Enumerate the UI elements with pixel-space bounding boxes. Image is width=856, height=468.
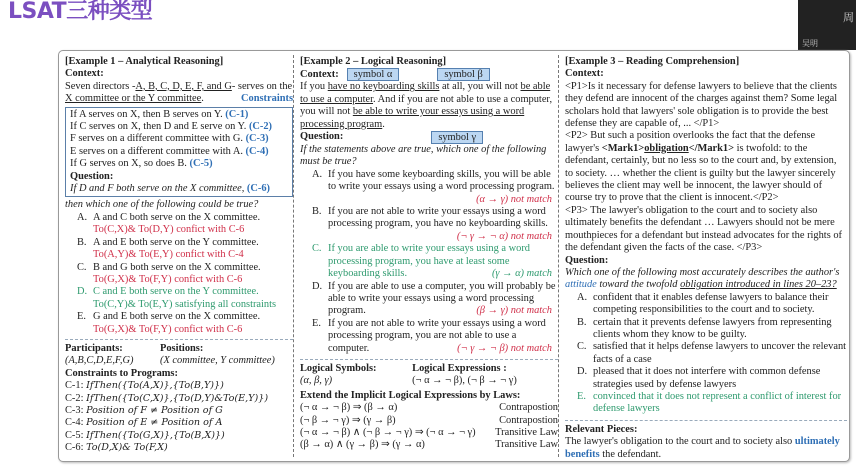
answer-option [300, 243, 558, 280]
option-note: To(C,Y)& To(E,Y) satisfying all constraints [93, 298, 277, 310]
option-text-wrap [328, 281, 558, 318]
option-text: If you have some keyboarding skills, you will be able to write your essays using a word processing program. [328, 168, 555, 193]
option-block [65, 262, 293, 287]
programs-label: Constraints to Programs: [65, 367, 178, 379]
answer-option [300, 318, 558, 355]
participants-label: Participants: [65, 342, 123, 354]
example-title: [Example 1 – Analytical Reasoning] [65, 56, 224, 67]
constraint-item [70, 158, 288, 170]
program-item [65, 393, 293, 405]
option-letter: E. [312, 317, 321, 329]
question-text: If D and F both serve on the X committee, (C-6) [70, 183, 270, 195]
context-text: If you have no keyboarding skills at all, you will not be able to use a computer. And if you are not able to use a computer, you will not be able to write your essays using a word processing program. [300, 81, 553, 130]
option-block [65, 311, 293, 336]
question-label: Question: [300, 131, 344, 143]
option-note: (β → γ) not match [476, 305, 552, 317]
participant-label: 吴明 [802, 39, 818, 48]
paragraph-3: <P3> The lawyer's obligation to the court and to society also ultimately benefits the defendant … Lawyers should not be mere mouthpieces for a defendant but instead advocates for the rights of the defendant given the facts of the case. </P3> [565, 204, 842, 254]
answer-option [565, 341, 847, 366]
option-block [65, 212, 293, 237]
column-divider [293, 55, 294, 457]
program-id: C-2: [65, 392, 84, 404]
law-expression: (¬ β → ¬ γ) ⇒ (γ → β) [300, 414, 396, 426]
paragraph-2: <P2> But such a position overlooks the fact that the defense lawyer's <Mark1>obligation</Mark1> is twofold: to the defendant, certainly, but no less so to the court and, by extension, to society. … whether the client is guilty but the lawyer sincerely believes the client may well be innocent, the lawyer should of course try to prove that the client is innocent.</P2> [565, 130, 837, 204]
option-text: If you are not able to write your essays using a word processing program, you are not able to use a computer. [328, 317, 546, 354]
answer-option [300, 281, 558, 318]
option-letter: E. [77, 311, 86, 323]
constraint-id: (C-2) [248, 121, 273, 133]
law-expression: (¬ α → ¬ β) ∧ (¬ β → ¬ γ) ⇒ (¬ α → ¬ γ) [300, 426, 476, 438]
option-note: (¬ γ → ¬ β) not match [457, 342, 552, 354]
option-text: convinced that it does not represent a conflict of interest for defense lawyers [593, 390, 842, 415]
participants-value: (A,B,C,D,E,F,G) [65, 355, 134, 367]
program-item [65, 442, 293, 454]
option-text-wrap [328, 243, 558, 280]
option-note: (¬ γ → ¬ α) not match [456, 230, 552, 242]
program-expr: IfThen({To(A,X)},{To(B,Y)}) [86, 380, 224, 392]
constraint-id: (C-3) [245, 133, 269, 145]
symbols-value: (α, β, γ) [300, 375, 333, 387]
option-letter: C. [77, 261, 87, 273]
program-id: C-4: [65, 417, 84, 429]
answer-option [65, 262, 293, 274]
constraint-item [70, 121, 288, 133]
example-3 [565, 56, 847, 461]
option-letter: D. [577, 366, 588, 378]
constraint-item [70, 146, 288, 158]
answer-option [565, 317, 847, 342]
constraint-id: (C-4) [245, 145, 269, 157]
option-text: A and E both serve on the Y committee. [93, 236, 259, 248]
program-expr: IfThen({To(G,X)},{To(B,X)}) [86, 429, 225, 441]
option-text: C and E both serve on the Y committee. [93, 286, 259, 298]
expressions-value: (¬ α → ¬ β), (¬ β → ¬ γ) [412, 375, 517, 387]
program-id: C-6: [65, 442, 84, 454]
question-label: Question: [565, 254, 609, 266]
constraint-text: If C serves on X, then D and E serve on Y. [70, 121, 247, 133]
video-thumbnail[interactable] [798, 0, 856, 50]
answer-option [300, 169, 558, 206]
option-text: A and C both serve on the X committee. [93, 211, 261, 223]
answer-option [565, 292, 847, 317]
answer-option [65, 237, 293, 249]
constraint-text: If G serves on X, so does B. [70, 158, 187, 170]
question-text: If the statements above are true, which one of the following must be true? [300, 144, 547, 168]
program-item [65, 405, 293, 417]
law-name: Transitive Law [495, 426, 558, 438]
answer-option [65, 286, 293, 298]
symbols-expressions [300, 363, 558, 388]
answer-option [65, 311, 293, 323]
option-text: If you are not able to write your essays using a word processing program, you have no keyboarding skills. [328, 206, 548, 230]
context-text: Seven directors -A, B, C, D, E, F, and G- serves on the X committee or the Y committee. Constraints [65, 80, 293, 105]
option-text-wrap [328, 206, 558, 243]
constraint-id: (C-1) [225, 108, 249, 120]
program-expr: Position of E ≠ Position of A [86, 417, 223, 429]
law-expression: (β → α) ∧ (γ → β) ⇒ (γ → α) [300, 439, 425, 451]
law-item [300, 439, 558, 451]
option-text: satisfied that it helps defense lawyers to uncover the relevant facts of a case [593, 341, 847, 365]
option-letter: D. [77, 286, 88, 298]
relevant-text: The lawyer's obligation to the court and to society also ultimately benefits the defendant. [565, 436, 840, 460]
law-item [300, 415, 558, 427]
option-block [65, 237, 293, 262]
constraint-text: If A serves on X, then B serves on Y. [70, 108, 223, 120]
program-id: C-5: [65, 429, 84, 441]
example-2 [300, 56, 558, 452]
option-letter: A. [77, 211, 88, 223]
context-label: Context: [565, 68, 604, 80]
option-note: To(C,X)& To(D,Y) confict with C-6 [93, 224, 245, 236]
program-expr: Position of F ≠ Position of G [86, 404, 223, 416]
program-item [65, 380, 293, 392]
constraint-text: E serves on a different committee with A. [70, 145, 243, 157]
constraint-item [70, 109, 288, 121]
law-name: Contrapostion [499, 402, 558, 414]
option-text: confident that it enables defense lawyers to balance their competing responsibilities to the court and to society. [593, 291, 829, 316]
option-letter: B. [312, 206, 322, 218]
positions-label: Positions: [160, 342, 204, 354]
expressions-label: Logical Expressions : [412, 362, 507, 374]
program-id: C-3: [65, 404, 84, 416]
option-text: certain that it prevents defense lawyers from representing clients whom they know to be guilty. [593, 316, 832, 340]
answer-option [565, 366, 847, 391]
option-letter: B. [577, 316, 587, 328]
law-item [300, 427, 558, 439]
option-text: B and G both serve on the X committee. [93, 261, 261, 273]
context-label: Context: [65, 68, 104, 80]
slide-title: LSAT三种类型 [8, 0, 153, 24]
question-label: Question: [70, 170, 114, 182]
option-text: pleased that it does not interfere with common defense strategies used by defense lawyers [593, 366, 821, 390]
participants-positions [65, 343, 293, 368]
law-name: Transitive Law [495, 439, 558, 451]
option-letter: C. [577, 341, 587, 353]
constraint-item [70, 133, 288, 145]
examples-panel [58, 50, 850, 462]
question-text: Which one of the following most accurately describes the author's attitude toward the twofold obligation introduced in lines 20–23? [565, 266, 840, 291]
participant-name: 周 [843, 11, 854, 24]
option-text: If you are able to write your essays using a word processing program, you have at least some keyboarding skills. [328, 243, 530, 280]
context-header [300, 68, 558, 81]
program-expr: To(D,X)& To(F,X) [86, 442, 168, 454]
question-continuation: then which one of the following could be true? [65, 199, 259, 211]
option-note: To(G,X)& To(F,Y) confict with C-6 [93, 323, 243, 335]
context-label: Context: [300, 68, 339, 80]
option-letter: D. [312, 280, 323, 292]
option-text: G and E both serve on the X committee. [93, 311, 261, 323]
option-text: If you are able to use a computer, you will probably be able to write your essays using a word processing program. [328, 280, 556, 317]
positions-value: (X committee, Y committee) [160, 355, 275, 367]
option-letter: B. [77, 236, 87, 248]
symbol-gamma-label: symbol γ [431, 131, 483, 144]
law-name: Contrapostion [499, 414, 558, 426]
program-item [65, 417, 293, 429]
option-block [65, 286, 293, 311]
option-letter: E. [577, 390, 586, 402]
laws-label: Extend the Implicit Logical Expressions by Laws: [300, 389, 521, 401]
constraints-box [65, 107, 293, 198]
answer-option [300, 206, 558, 243]
option-note: To(G,X)& To(F,Y) confict with C-6 [93, 273, 243, 285]
symbol-alpha-label: symbol α [347, 68, 400, 81]
option-note: To(A,Y)& To(E,Y) confict with C-4 [93, 249, 244, 261]
law-expression: (¬ α → ¬ β) ⇒ (β → α) [300, 402, 398, 414]
option-letter: A. [577, 291, 588, 303]
answer-option [65, 212, 293, 224]
question-header [300, 131, 558, 144]
example-title: [Example 3 – Reading Comprehension] [565, 56, 740, 67]
program-item [65, 430, 293, 442]
program-id: C-1: [65, 380, 84, 392]
symbol-beta-label: symbol β [437, 68, 489, 81]
option-text-wrap [328, 169, 558, 206]
symbols-label: Logical Symbols: [300, 362, 377, 374]
option-note: (γ → α) match [491, 268, 552, 280]
option-letter: C. [312, 243, 322, 255]
option-letter: A. [312, 168, 323, 180]
relevant-label: Relevant Pieces: [565, 423, 638, 435]
program-expr: IfThen({To(C,X)},{To(D,Y)&To(E,Y)}) [86, 392, 269, 404]
example-title: [Example 2 – Logical Reasoning] [300, 56, 447, 67]
option-text-wrap [328, 318, 558, 355]
answer-option [565, 391, 847, 416]
example-1 [65, 56, 293, 455]
constraints-label: Constraints [241, 93, 293, 105]
column-divider [558, 55, 559, 457]
constraint-id: (C-5) [189, 158, 213, 170]
law-item [300, 402, 558, 414]
constraint-text: F serves on a different committee with G. [70, 133, 243, 145]
paragraph-1: <P1>Is it necessary for defense lawyers to believe that the clients they defend are innocent of the charges against them? Some legal scholars hold that lawyers' sole obligation is to provide the best defense they are capable of, ... </P1> [565, 80, 838, 130]
option-note: (α → γ) not match [476, 193, 552, 205]
